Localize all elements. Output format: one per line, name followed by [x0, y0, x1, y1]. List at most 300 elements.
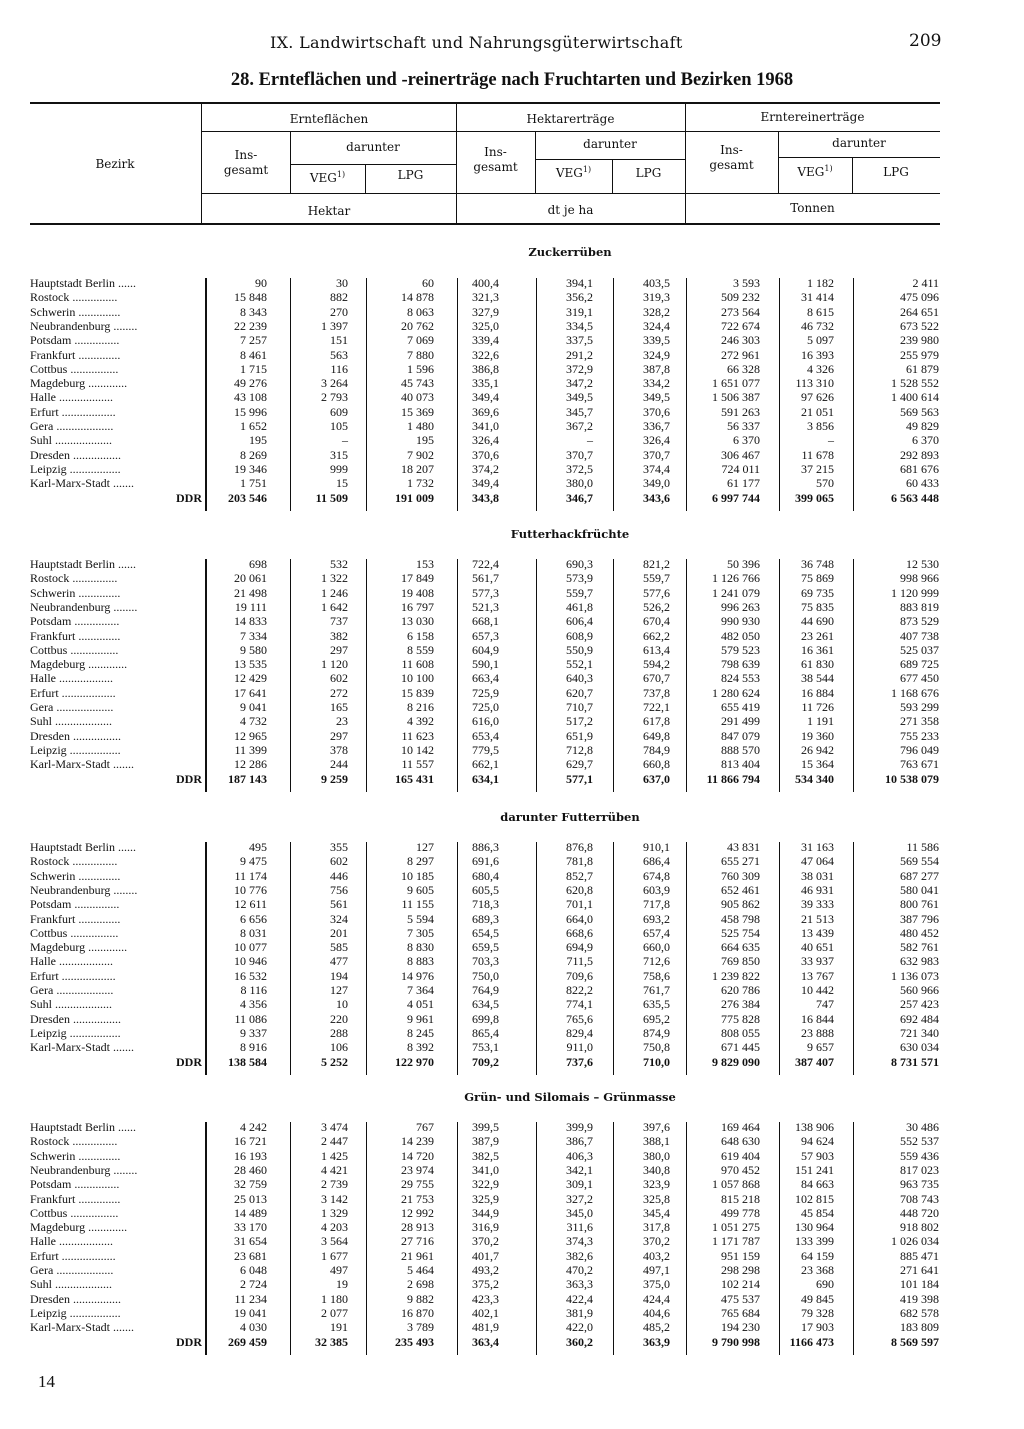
cell-value: 717,8 — [643, 897, 670, 912]
bezirk-name: Schwerin .............. — [30, 1148, 121, 1163]
cell-value: 84 663 — [801, 1177, 834, 1192]
cell-value: 617,8 — [643, 714, 670, 729]
cell-value: 380,0 — [566, 476, 593, 491]
cell-value: 316,9 — [472, 1220, 499, 1235]
table-row — [0, 305, 1024, 319]
cell-value: 7 305 — [407, 925, 434, 940]
cell-value: 269 459 — [228, 1334, 267, 1349]
bezirk-name: Halle .................. — [30, 1234, 113, 1249]
cell-value: 664 635 — [721, 940, 760, 955]
cell-value: 40 073 — [401, 390, 434, 405]
cell-value: 1 329 — [321, 1205, 348, 1220]
cell-value: 606,4 — [566, 614, 593, 629]
cell-value: 19 111 — [234, 599, 267, 614]
bezirk-name: Leipzig ................. — [30, 742, 121, 757]
cell-value: 33 937 — [801, 954, 834, 969]
cell-value: 407 738 — [900, 628, 939, 643]
table-row — [0, 840, 1024, 854]
cell-value: 345,4 — [643, 1205, 670, 1220]
cell-value: 14 720 — [401, 1148, 434, 1163]
cell-value: 122 970 — [395, 1054, 434, 1069]
cell-value: 370,6 — [472, 447, 499, 462]
cell-value: 297 — [330, 642, 348, 657]
cell-value: 291 499 — [721, 714, 760, 729]
cell-value: 475 096 — [900, 290, 939, 305]
cell-value: 291,2 — [566, 347, 593, 362]
cell-value: 399,9 — [566, 1120, 593, 1134]
cell-value: 90 — [255, 276, 267, 290]
cell-value: 9 882 — [407, 1291, 434, 1306]
table-row — [0, 671, 1024, 685]
table-row — [0, 729, 1024, 743]
cell-value: – — [828, 433, 834, 448]
header-bottom-rule — [30, 223, 940, 225]
cell-value: 747 — [816, 997, 834, 1012]
table-row — [0, 897, 1024, 911]
cell-value: 38 544 — [801, 671, 834, 686]
cell-value: 761,7 — [643, 983, 670, 997]
cell-value: 9 475 — [240, 854, 267, 869]
cell-value: 755 233 — [900, 728, 939, 743]
cell-value: 32 759 — [234, 1177, 267, 1192]
cell-value: 349,4 — [472, 390, 499, 405]
table-row — [0, 940, 1024, 954]
cell-value: 272 961 — [721, 347, 760, 362]
cell-value: 26 942 — [801, 742, 834, 757]
cell-value: 951 159 — [721, 1248, 760, 1263]
cell-value: 883 819 — [900, 599, 939, 614]
cell-value: 12 611 — [234, 897, 267, 912]
cell-value: 334,2 — [643, 376, 670, 391]
cell-value: 664,0 — [566, 911, 593, 926]
cell-value: 369,6 — [472, 404, 499, 419]
section-title: Futterhackfrüchte — [510, 527, 630, 541]
cell-value: 370,2 — [643, 1234, 670, 1249]
cell-value: 194 — [330, 968, 348, 983]
cell-value: 680,4 — [472, 868, 499, 883]
cell-value: 674,8 — [643, 868, 670, 883]
bezirk-name: Cottbus ................ — [30, 642, 119, 657]
cell-value: 387 796 — [900, 911, 939, 926]
bezirk-name: Karl-Marx-Stadt ....... — [30, 1040, 134, 1055]
table-row — [0, 614, 1024, 628]
cell-value: 9 605 — [407, 882, 434, 897]
cell-value: 1 280 624 — [712, 685, 760, 700]
cell-value: 30 — [336, 276, 348, 290]
cell-value: 138 906 — [795, 1120, 834, 1134]
cell-value: 257 423 — [900, 997, 939, 1012]
cell-value: 725,9 — [472, 685, 499, 700]
cell-value: 195 — [249, 433, 267, 448]
cell-value: 16 884 — [801, 685, 834, 700]
cell-value: 406,3 — [566, 1148, 593, 1163]
cell-value: 613,4 — [643, 642, 670, 657]
cell-value: 593 299 — [900, 700, 939, 714]
bezirk-name: Cottbus ................ — [30, 1205, 119, 1220]
cell-value: 340,8 — [643, 1162, 670, 1177]
cell-value: 4 203 — [321, 1220, 348, 1235]
bezirk-name: Cottbus ................ — [30, 925, 119, 940]
cell-value: 102 214 — [721, 1277, 760, 1292]
cell-value: 16 532 — [234, 968, 267, 983]
cell-value: 422,4 — [566, 1291, 593, 1306]
cell-value: 10 100 — [401, 671, 434, 686]
cell-value: 378 — [330, 742, 348, 757]
cell-value: 23 261 — [801, 628, 834, 643]
cell-value: 50 396 — [727, 557, 760, 571]
table-row — [0, 419, 1024, 433]
cell-value: 317,8 — [643, 1220, 670, 1235]
cell-value: 97 626 — [801, 390, 834, 405]
cell-value: 653,4 — [472, 728, 499, 743]
cell-value: 659,5 — [472, 940, 499, 955]
bezirk-name: Frankfurt .............. — [30, 911, 121, 926]
header-darunter-2: darunter — [583, 137, 637, 151]
cell-value: 101 184 — [900, 1277, 939, 1292]
cell-value: 1 246 — [321, 585, 348, 600]
bezirk-name: Gera ................... — [30, 983, 114, 997]
cell-value: 9 961 — [407, 1011, 434, 1026]
cell-value: 17 903 — [801, 1320, 834, 1335]
cell-value: 1 171 787 — [712, 1234, 760, 1249]
cell-value: 11 399 — [234, 742, 267, 757]
cell-value: 21 498 — [234, 585, 267, 600]
cell-value: 691,6 — [472, 854, 499, 869]
cell-value: 394,1 — [566, 276, 593, 290]
header-veg-3 — [778, 165, 852, 180]
header-unit-tonnen: Tonnen — [790, 201, 835, 215]
cell-value: 620,7 — [566, 685, 593, 700]
cell-value: 497,1 — [643, 1263, 670, 1277]
cell-value: 15 996 — [234, 404, 267, 419]
cell-value: 582 761 — [900, 940, 939, 955]
cell-value: 521,3 — [472, 599, 499, 614]
cell-value: 12 429 — [234, 671, 267, 686]
header-hektarertraege: Hektarerträge — [526, 112, 615, 126]
cell-value: 235 493 — [395, 1334, 434, 1349]
cell-value: 1 397 — [321, 318, 348, 333]
cell-value: 25 013 — [234, 1191, 267, 1206]
cell-value: 737,8 — [643, 685, 670, 700]
cell-value: 46 732 — [801, 318, 834, 333]
cell-value: 17 641 — [234, 685, 267, 700]
bezirk-name: Magdeburg ............. — [30, 940, 128, 955]
header-erntereinertraege: Erntereinerträge — [760, 110, 865, 124]
cell-value: 17 849 — [401, 571, 434, 586]
total-row — [0, 1055, 1024, 1069]
cell-value: 663,4 — [472, 671, 499, 686]
cell-value: 372,9 — [566, 361, 593, 376]
cell-value: 165 — [330, 700, 348, 714]
table-row — [0, 1277, 1024, 1291]
bezirk-name: Cottbus ................ — [30, 361, 119, 376]
cell-value: 552 537 — [900, 1134, 939, 1149]
table-row — [0, 1192, 1024, 1206]
cell-value: 349,5 — [643, 390, 670, 405]
bezirk-name: Karl-Marx-Stadt ....... — [30, 476, 134, 491]
header-sub-rule-3 — [778, 157, 940, 158]
table-row — [0, 276, 1024, 290]
cell-value: 12 992 — [401, 1205, 434, 1220]
cell-value: 652 461 — [721, 882, 760, 897]
veg-footnote-ref: 1) — [824, 164, 833, 173]
bezirk-name: Dresden ................ — [30, 1291, 121, 1306]
cell-value: 244 — [330, 757, 348, 772]
section-title: Grün- und Silomais – Grünmasse — [464, 1090, 676, 1104]
cell-value: 56 337 — [727, 419, 760, 433]
bezirk-name: Schwerin .............. — [30, 585, 121, 600]
cell-value: 1 051 275 — [712, 1220, 760, 1235]
cell-value: 339,4 — [472, 333, 499, 348]
table-row — [0, 912, 1024, 926]
cell-value: 1 191 — [807, 714, 834, 729]
cell-value: 14 833 — [234, 614, 267, 629]
cell-value: 337,5 — [566, 333, 593, 348]
cell-value: 710,0 — [643, 1054, 670, 1069]
bezirk-name: Suhl ................... — [30, 1277, 113, 1292]
table-row — [0, 657, 1024, 671]
cell-value: 3 264 — [321, 376, 348, 391]
cell-value: 15 — [336, 476, 348, 491]
cell-value: 18 207 — [401, 461, 434, 476]
cell-value: 47 064 — [801, 854, 834, 869]
cell-value: 569 554 — [900, 854, 939, 869]
cell-value: 630 034 — [900, 1040, 939, 1055]
cell-value: 1166 473 — [789, 1334, 834, 1349]
cell-value: 8 916 — [240, 1040, 267, 1055]
cell-value: 756 — [330, 882, 348, 897]
cell-value: 321,3 — [472, 290, 499, 305]
cell-value: 2 739 — [321, 1177, 348, 1192]
cell-value: 8 216 — [407, 700, 434, 714]
cell-value: 21 753 — [401, 1191, 434, 1206]
veg-footnote-ref: 1) — [582, 165, 592, 174]
table-row — [0, 1306, 1024, 1320]
cell-value: 690,3 — [566, 557, 593, 571]
cell-value: 8 615 — [807, 304, 834, 319]
cell-value: 712,8 — [566, 742, 593, 757]
cell-value: 8 731 571 — [891, 1054, 939, 1069]
table-row — [0, 643, 1024, 657]
cell-value: 19 346 — [234, 461, 267, 476]
cell-value: 370,7 — [643, 447, 670, 462]
header-lpg-1: LPG — [397, 168, 424, 182]
table-row — [0, 348, 1024, 362]
cell-value: 499 778 — [721, 1205, 760, 1220]
cell-value: 28 460 — [234, 1162, 267, 1177]
cell-value: 765,6 — [566, 1011, 593, 1026]
cell-value: 693,2 — [643, 911, 670, 926]
cell-value: 11 866 794 — [706, 771, 760, 786]
cell-value: 341,0 — [472, 1162, 499, 1177]
cell-value: 660,0 — [643, 940, 670, 955]
cell-value: 13 535 — [234, 657, 267, 672]
bezirk-name: DDR — [176, 1334, 202, 1349]
cell-value: 7 364 — [407, 983, 434, 997]
cell-value: 319,3 — [643, 290, 670, 305]
cell-value: 753,1 — [472, 1040, 499, 1055]
cell-value: 485,2 — [643, 1320, 670, 1335]
cell-value: 629,7 — [566, 757, 593, 772]
cell-value: 591 263 — [721, 404, 760, 419]
cell-value: 335,1 — [472, 376, 499, 391]
cell-value: 559,7 — [566, 585, 593, 600]
bezirk-name: Hauptstadt Berlin ...... — [30, 1120, 136, 1134]
cell-value: 480 452 — [900, 925, 939, 940]
cell-value: 918 802 — [900, 1220, 939, 1235]
cell-value: 21 051 — [801, 404, 834, 419]
cell-value: 8 245 — [407, 1025, 434, 1040]
table-row — [0, 1292, 1024, 1306]
table-row — [0, 1134, 1024, 1148]
cell-value: 655 419 — [721, 700, 760, 714]
cell-value: 23 974 — [401, 1162, 434, 1177]
cell-value: 203 546 — [228, 490, 267, 505]
cell-value: 15 369 — [401, 404, 434, 419]
table-row — [0, 1026, 1024, 1040]
cell-value: 2 077 — [321, 1305, 348, 1320]
cell-value: 662,1 — [472, 757, 499, 772]
cell-value: 563 — [330, 347, 348, 362]
cell-value: 322,9 — [472, 1177, 499, 1192]
bezirk-name: Leipzig ................. — [30, 1025, 121, 1040]
cell-value: 130 964 — [795, 1220, 834, 1235]
table-row — [0, 362, 1024, 376]
cell-value: 7 902 — [407, 447, 434, 462]
bezirk-name: Erfurt .................. — [30, 685, 116, 700]
cell-value: 604,9 — [472, 642, 499, 657]
cell-value: 481,9 — [472, 1320, 499, 1335]
table-row — [0, 405, 1024, 419]
cell-value: 33 170 — [234, 1220, 267, 1235]
cell-value: 1 182 — [807, 276, 834, 290]
table-row — [0, 433, 1024, 447]
cell-value: 9 657 — [807, 1040, 834, 1055]
cell-value: 195 — [416, 433, 434, 448]
table-row — [0, 997, 1024, 1011]
cell-value: 45 854 — [801, 1205, 834, 1220]
page-marker: 14 — [38, 1372, 55, 1391]
cell-value: 138 584 — [228, 1054, 267, 1069]
veg-label: VEG — [797, 165, 825, 179]
cell-value: 4 030 — [240, 1320, 267, 1335]
cell-value: 422,0 — [566, 1320, 593, 1335]
bezirk-name: Potsdam ............... — [30, 333, 120, 348]
cell-value: 673 522 — [900, 318, 939, 333]
cell-value: 1 528 552 — [891, 376, 939, 391]
cell-value: 345,0 — [566, 1205, 593, 1220]
cell-value: 689,3 — [472, 911, 499, 926]
cell-value: 19 041 — [234, 1305, 267, 1320]
cell-value: 423,3 — [472, 1291, 499, 1306]
cell-value: 388,1 — [643, 1134, 670, 1149]
cell-value: 43 108 — [234, 390, 267, 405]
cell-value: 722,4 — [472, 557, 499, 571]
cell-value: 668,1 — [472, 614, 499, 629]
bezirk-name: Neubrandenburg ........ — [30, 318, 138, 333]
cell-value: 4 421 — [321, 1162, 348, 1177]
cell-value: 276 384 — [721, 997, 760, 1012]
cell-value: 525 754 — [721, 925, 760, 940]
cell-value: 6 656 — [240, 911, 267, 926]
header-bezirk: Bezirk — [95, 157, 135, 171]
cell-value: 349,4 — [472, 476, 499, 491]
table-row — [0, 1120, 1024, 1134]
cell-value: 577,1 — [566, 771, 593, 786]
bezirk-name: Suhl ................... — [30, 997, 113, 1012]
cell-value: 23 681 — [234, 1248, 267, 1263]
cell-value: 49 829 — [906, 419, 939, 433]
cell-value: 8 830 — [407, 940, 434, 955]
cell-value: 9 259 — [321, 771, 348, 786]
cell-value: 9 790 998 — [712, 1334, 760, 1349]
total-row — [0, 772, 1024, 786]
cell-value: 620 786 — [721, 983, 760, 997]
cell-value: 990 930 — [721, 614, 760, 629]
cell-value: 808 055 — [721, 1025, 760, 1040]
cell-value: 559 436 — [900, 1148, 939, 1163]
cell-value: 446 — [330, 868, 348, 883]
cell-value: 386,7 — [566, 1134, 593, 1149]
cell-value: 23 — [336, 714, 348, 729]
cell-value: 328,2 — [643, 304, 670, 319]
cell-value: 580 041 — [900, 882, 939, 897]
cell-value: 43 831 — [727, 840, 760, 854]
cell-value: 603,9 — [643, 882, 670, 897]
cell-value: 1 057 868 — [712, 1177, 760, 1192]
cell-value: 1 239 822 — [712, 968, 760, 983]
header-insgesamt-2: Ins- gesamt — [473, 145, 518, 174]
cell-value: 8 269 — [240, 447, 267, 462]
cell-value: 2 447 — [321, 1134, 348, 1149]
cell-value: 127 — [416, 840, 434, 854]
cell-value: 194 230 — [721, 1320, 760, 1335]
header-top-rule — [30, 102, 940, 104]
cell-value: 102 815 — [795, 1191, 834, 1206]
cell-value: 11 174 — [234, 868, 267, 883]
cell-value: 671 445 — [721, 1040, 760, 1055]
bezirk-name: Dresden ................ — [30, 1011, 121, 1026]
cell-value: 31 163 — [801, 840, 834, 854]
cell-value: 75 835 — [801, 599, 834, 614]
cell-value: 8 063 — [407, 304, 434, 319]
cell-value: 1 120 — [321, 657, 348, 672]
cell-value: 20 061 — [234, 571, 267, 586]
table-row — [0, 1177, 1024, 1191]
cell-value: 402,1 — [472, 1305, 499, 1320]
cell-value: 829,4 — [566, 1025, 593, 1040]
cell-value: 133 399 — [795, 1234, 834, 1249]
table-row — [0, 1249, 1024, 1263]
cell-value: 270 — [330, 304, 348, 319]
cell-value: 882 — [330, 290, 348, 305]
cell-value: 670,4 — [643, 614, 670, 629]
cell-value: 44 690 — [801, 614, 834, 629]
cell-value: 1 480 — [407, 419, 434, 433]
cell-value: 910,1 — [643, 840, 670, 854]
table-row — [0, 700, 1024, 714]
cell-value: 1 642 — [321, 599, 348, 614]
cell-value: 397,6 — [643, 1120, 670, 1134]
cell-value: 10 442 — [801, 983, 834, 997]
cell-value: 8 297 — [407, 854, 434, 869]
cell-value: 824 553 — [721, 671, 760, 686]
veg-label: VEG — [309, 171, 337, 185]
cell-value: 579 523 — [721, 642, 760, 657]
cell-value: 246 303 — [721, 333, 760, 348]
cell-value: 690 — [816, 1277, 834, 1292]
cell-value: 1 136 073 — [891, 968, 939, 983]
